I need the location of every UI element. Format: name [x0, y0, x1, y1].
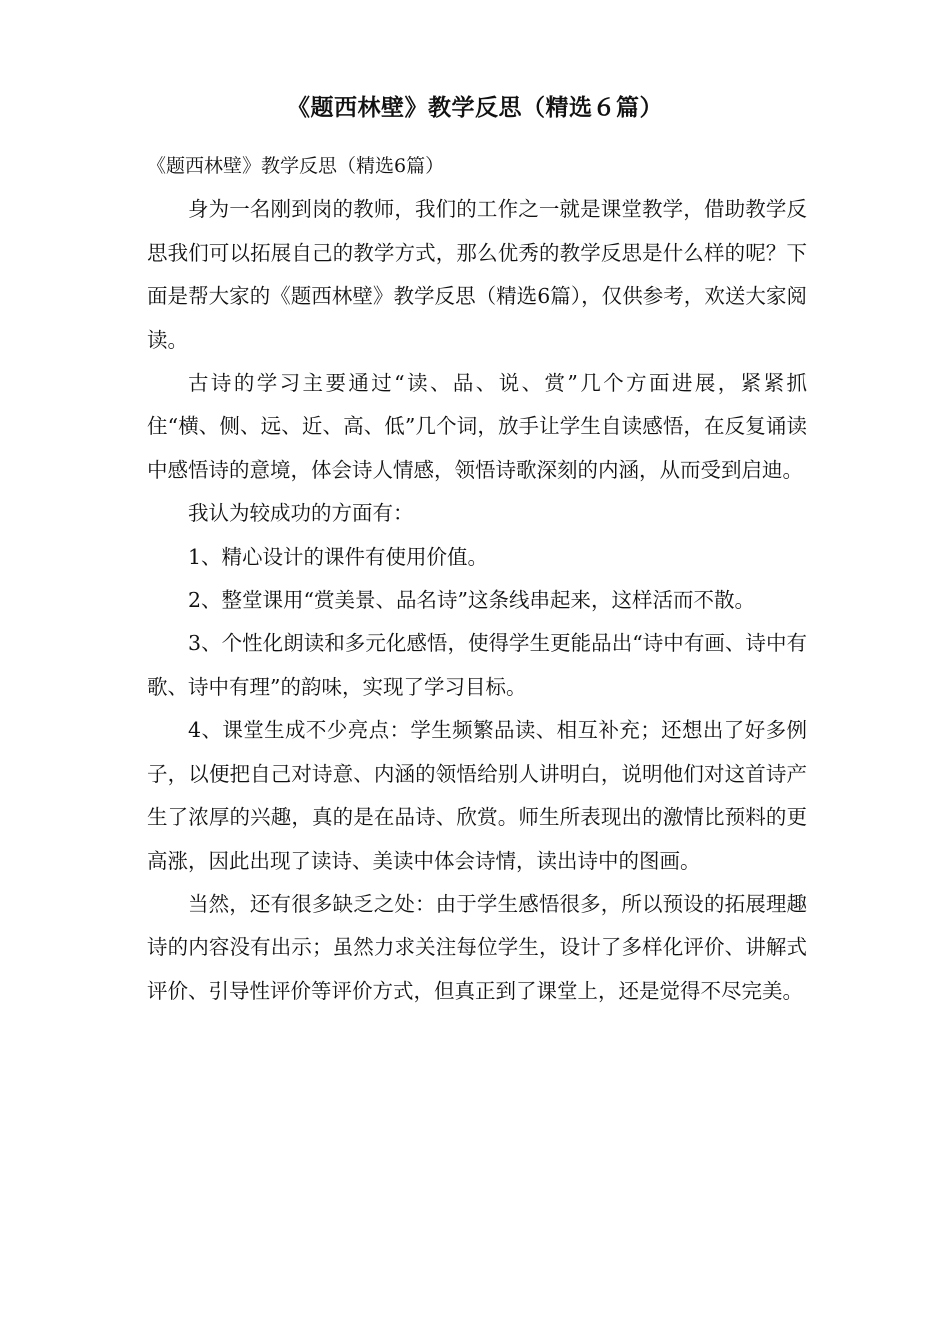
paragraph-point-3: 3、个性化朗读和多元化感悟，使得学生更能品出“诗中有画、诗中有歌、诗中有理”的韵味，实现了学习目标。 — [147, 631, 807, 699]
document-title: 《题西林壁》教学反思（精选６篇） — [287, 94, 663, 121]
paragraph-point-2: 2、整堂课用“赏美景、品名诗”这条线串起来，这样活而不散。 — [188, 588, 756, 613]
paragraph-method: 古诗的学习主要通过“读、品、说、赏”几个方面进展，紧紧抓住“横、侧、远、近、高、低”几个词，放手让学生自读感悟，在反复诵读中感悟诗的意境，体会诗人情感，领悟诗歌深刻的内涵，从而受到启迪。 — [147, 371, 807, 482]
paragraph-point-1: 1、精心设计的课件有使用价值。 — [188, 544, 489, 569]
document-body — [147, 145, 807, 1013]
paragraph-point-4: 4、课堂生成不少亮点：学生频繁品读、相互补充；还想出了好多例子，以便把自己对诗意、内涵的领悟给别人讲明白，说明他们对这首诗产生了浓厚的兴趣，真的是在品诗、欣赏。师生所表现出的激情比预料的更高涨，因此出现了读诗、美读中体会诗情，读出诗中的图画。 — [147, 718, 807, 873]
paragraph-shortcomings: 当然，还有很多缺乏之处：由于学生感悟很多，所以预设的拓展理趣诗的内容没有出示；虽然力求关注每位学生，设计了多样化评价、讲解式评价、引导性评价等评价方式，但真正到了课堂上，还是觉得不尽完美。 — [147, 891, 807, 1003]
paragraph-success-heading: 我认为较成功的方面有： — [188, 501, 414, 526]
paragraph-intro: 身为一名刚到岗的教师，我们的工作之一就是课堂教学，借助教学反思我们可以拓展自己的教学方式，那么优秀的教学反思是什么样的呢？下面是帮大家的《题西林壁》教学反思（精选6篇），仅供参考，欢送大家阅读。 — [147, 197, 807, 352]
document-subtitle: 《题西林壁》教学反思（精选6篇） — [147, 155, 445, 177]
